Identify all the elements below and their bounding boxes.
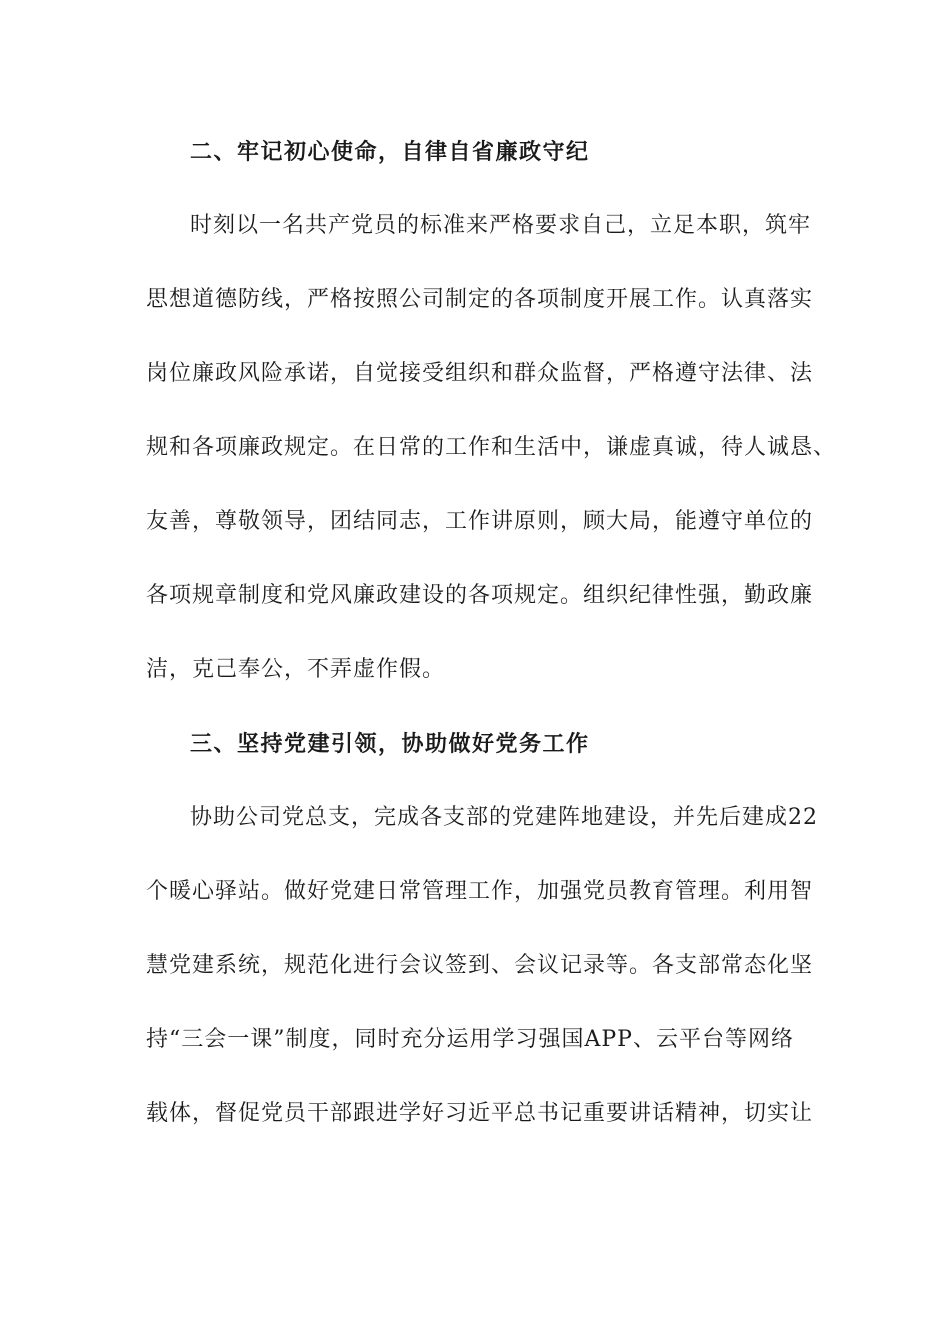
paragraph-line: 慧党建系统，规范化进行会议签到、会议记录等。各支部常态化坚 bbox=[146, 953, 814, 978]
paragraph-line: 岗位廉政风险承诺，自觉接受组织和群众监督，严格遵守法律、法 bbox=[146, 361, 814, 386]
paragraph-line: 规和各项廉政规定。在日常的工作和生活中，谦虚真诚，待人诚恳、 bbox=[146, 435, 837, 460]
paragraph-line: 各项规章制度和党风廉政建设的各项规定。组织纪律性强，勤政廉 bbox=[146, 583, 814, 608]
paragraph-line: 协助公司党总支，完成各支部的党建阵地建设，并先后建成22 bbox=[190, 805, 818, 830]
section-heading: 二、牢记初心使命，自律自省廉政守纪 bbox=[190, 139, 590, 165]
paragraph-line: 载体，督促党员干部跟进学好习近平总书记重要讲话精神，切实让 bbox=[146, 1101, 814, 1126]
paragraph-line: 思想道德防线，严格按照公司制定的各项制度开展工作。认真落实 bbox=[146, 287, 814, 312]
paragraph-line: 洁，克己奉公，不弄虚作假。 bbox=[146, 657, 446, 682]
paragraph-line: 时刻以一名共产党员的标准来严格要求自己，立足本职，筑牢 bbox=[190, 213, 812, 238]
section-heading: 三、坚持党建引领，协助做好党务工作 bbox=[190, 731, 590, 757]
paragraph-line: 持“三会一课”制度，同时充分运用学习强国APP、云平台等网络 bbox=[146, 1027, 794, 1052]
paragraph-line: 个暖心驿站。做好党建日常管理工作，加强党员教育管理。利用智 bbox=[146, 879, 814, 904]
paragraph-line: 友善，尊敬领导，团结同志，工作讲原则，顾大局，能遵守单位的 bbox=[146, 509, 814, 534]
